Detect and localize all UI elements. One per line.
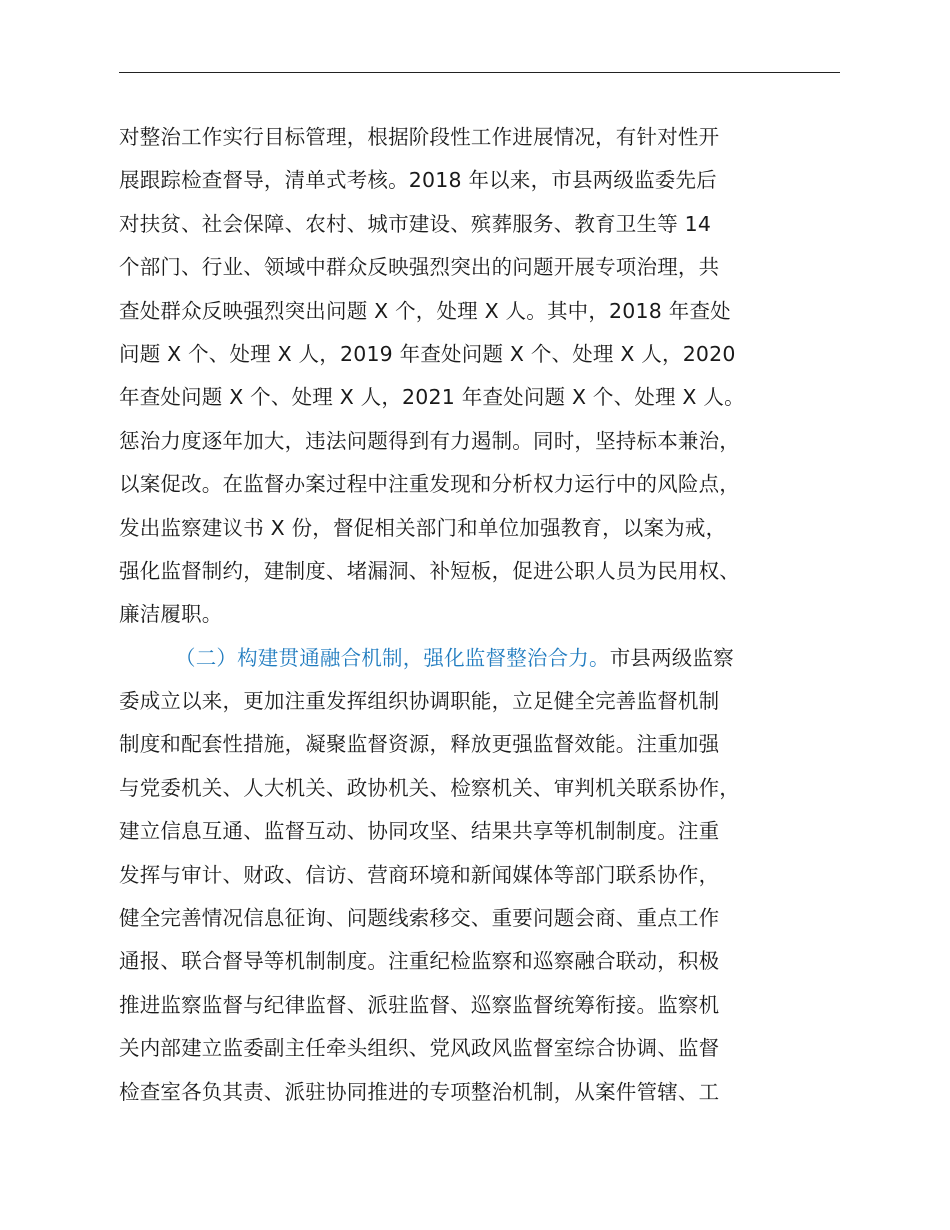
text-line: 委成立以来，更加注重发挥组织协调职能，立足健全完善监督机制 bbox=[119, 689, 720, 714]
text-line: 对整治工作实行目标管理，根据阶段性工作进展情况，有针对性开 bbox=[119, 125, 720, 149]
text-line: 惩治力度逐年加大，违法问题得到有力遏制。同时，坚持标本兼治， bbox=[119, 428, 740, 453]
text-line: 发挥与审计、财政、信访、营商环境和新闻媒体等部门联系协作， bbox=[119, 862, 720, 887]
text-line: 与党委机关、人大机关、政协机关、检察机关、审判机关联系协作， bbox=[119, 775, 740, 800]
text-line: 以案促改。在监督办案过程中注重发现和分析权力运行中的风险点， bbox=[119, 472, 740, 497]
text-line: 廉洁履职。 bbox=[119, 602, 223, 627]
text-line: 展跟踪检查督导，清单式考核。2018 年以来，市县两级监委先后 bbox=[119, 168, 717, 193]
text-run: 市县两级监察 bbox=[609, 645, 734, 670]
text-line: 推进监察监督与纪律监督、派驻监督、巡察监督统筹衔接。监察机 bbox=[119, 992, 720, 1017]
paragraph-2 bbox=[119, 637, 849, 1114]
text-line: 制度和配套性措施，凝聚监督资源，释放更强监督效能。注重加强 bbox=[119, 732, 720, 757]
text-line: 年查处问题 X 个、处理 X 人，2021 年查处问题 X 个、处理 X 人。 bbox=[119, 385, 745, 410]
document-body bbox=[119, 116, 849, 1114]
text-line: 问题 X 个、处理 X 人，2019 年查处问题 X 个、处理 X 人，2020 bbox=[119, 341, 736, 366]
text-line: 发出监察建议书 X 份，督促相关部门和单位加强教育，以案为戒， bbox=[119, 515, 727, 540]
text-line: 对扶贫、社会保障、农村、城市建设、殡葬服务、教育卫生等 14 bbox=[119, 211, 712, 236]
text-line: 通报、联合督导等机制制度。注重纪检监察和巡察融合联动，积极 bbox=[119, 949, 720, 974]
text-line: 强化监督制约，建制度、堵漏洞、补短板，促进公职人员为民用权、 bbox=[119, 558, 740, 583]
text-line: 查处群众反映强烈突出问题 X 个，处理 X 人。其中，2018 年查处 bbox=[119, 298, 731, 323]
text-line: 关内部建立监委副主任牵头组织、党风政风监督室综合协调、监督 bbox=[119, 1036, 720, 1061]
section-heading-line bbox=[119, 637, 849, 680]
text-line: 个部门、行业、领域中群众反映强烈突出的问题开展专项治理，共 bbox=[119, 255, 720, 280]
paragraph-1 bbox=[119, 116, 849, 637]
text-line: 健全完善情况信息征询、问题线索移交、重要问题会商、重点工作 bbox=[119, 906, 720, 931]
text-line: 检查室各负其责、派驻协同推进的专项整治机制，从案件管辖、工 bbox=[119, 1079, 720, 1104]
text-line: 建立信息互通、监督互动、协同攻坚、结果共享等机制制度。注重 bbox=[119, 819, 720, 844]
section-heading: （二）构建贯通融合机制，强化监督整治合力。 bbox=[175, 645, 610, 670]
header-rule bbox=[119, 72, 840, 73]
